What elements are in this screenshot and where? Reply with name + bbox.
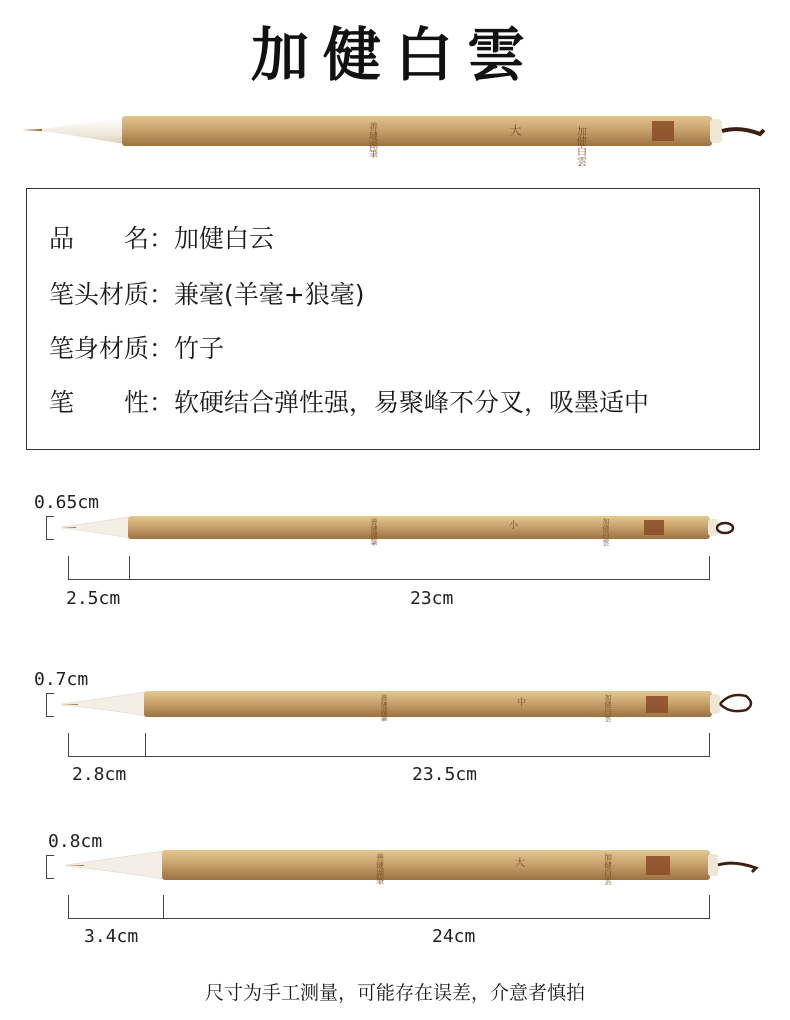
brush-size-text: 中 (515, 697, 525, 706)
tip-length-label: 2.5cm (66, 588, 121, 609)
dim-tick (68, 556, 69, 580)
spec-row-tip-material (49, 275, 364, 315)
diameter-bracket (46, 693, 54, 717)
spec-row-body-material (49, 329, 224, 369)
spec-value: 加健白云 (174, 224, 275, 253)
brush-maker-text: 善璉湖筆 (380, 694, 388, 722)
dim-tick (68, 733, 69, 757)
dim-line (68, 756, 710, 757)
brush-size-text: 大 (512, 857, 524, 867)
dim-line (68, 918, 710, 919)
spec-row-name (49, 219, 274, 259)
body-length-label: 23cm (410, 588, 454, 609)
spec-value: 竹子 (174, 334, 225, 363)
page-title: 加健白雲 (250, 21, 539, 89)
body-length-label: 23.5cm (412, 764, 478, 785)
hero-size-text: 大 (508, 124, 522, 136)
diameter-label: 0.65cm (34, 492, 100, 513)
diameter-label: 0.7cm (34, 669, 89, 690)
brush-medium-image (62, 688, 762, 722)
tip-length-label: 2.8cm (72, 764, 127, 785)
brush-small-image (62, 512, 742, 544)
brush-maker-text: 善璉湖筆 (375, 853, 385, 885)
brush-large-image (66, 848, 766, 884)
spec-label: 笔头材质： (49, 280, 175, 309)
hero-brush-image (20, 108, 780, 166)
tip-length-label: 3.4cm (84, 926, 139, 947)
hero-maker-text: 善璉湖筆 (367, 122, 377, 158)
brush-size-text: 小 (507, 520, 517, 529)
spec-label: 笔身材质： (49, 334, 175, 363)
brush-maker-text: 善璉湖筆 (370, 518, 378, 546)
dim-tick (129, 556, 130, 580)
spec-row-character (49, 383, 649, 423)
body-length-label: 24cm (432, 926, 476, 947)
dim-line (68, 579, 710, 580)
dim-tick (163, 895, 164, 919)
spec-box (26, 188, 760, 450)
dim-tick (145, 733, 146, 757)
diameter-bracket (46, 855, 54, 879)
brush-stamp-text: 加健白雲 (603, 853, 613, 885)
dim-tick (709, 895, 710, 919)
diameter-bracket (46, 516, 54, 540)
spec-label: 品 名： (49, 224, 175, 253)
spec-label: 笔 性： (49, 388, 175, 417)
brush-stamp-text: 加健白雲 (602, 518, 610, 546)
spec-value: 兼毫(羊毫+狼毫) (174, 280, 365, 309)
measurement-disclaimer: 尺寸为手工测量，可能存在误差，介意者慎拍 (204, 982, 585, 1004)
diameter-label: 0.8cm (48, 831, 103, 852)
brush-stamp-text: 加健白雲 (604, 694, 612, 722)
spec-value: 软硬结合弹性强，易聚峰不分叉，吸墨适中 (174, 388, 650, 417)
dim-tick (709, 733, 710, 757)
dim-tick (68, 895, 69, 919)
hero-stamp-text: 加健白雲 (574, 126, 586, 166)
dim-tick (709, 556, 710, 580)
